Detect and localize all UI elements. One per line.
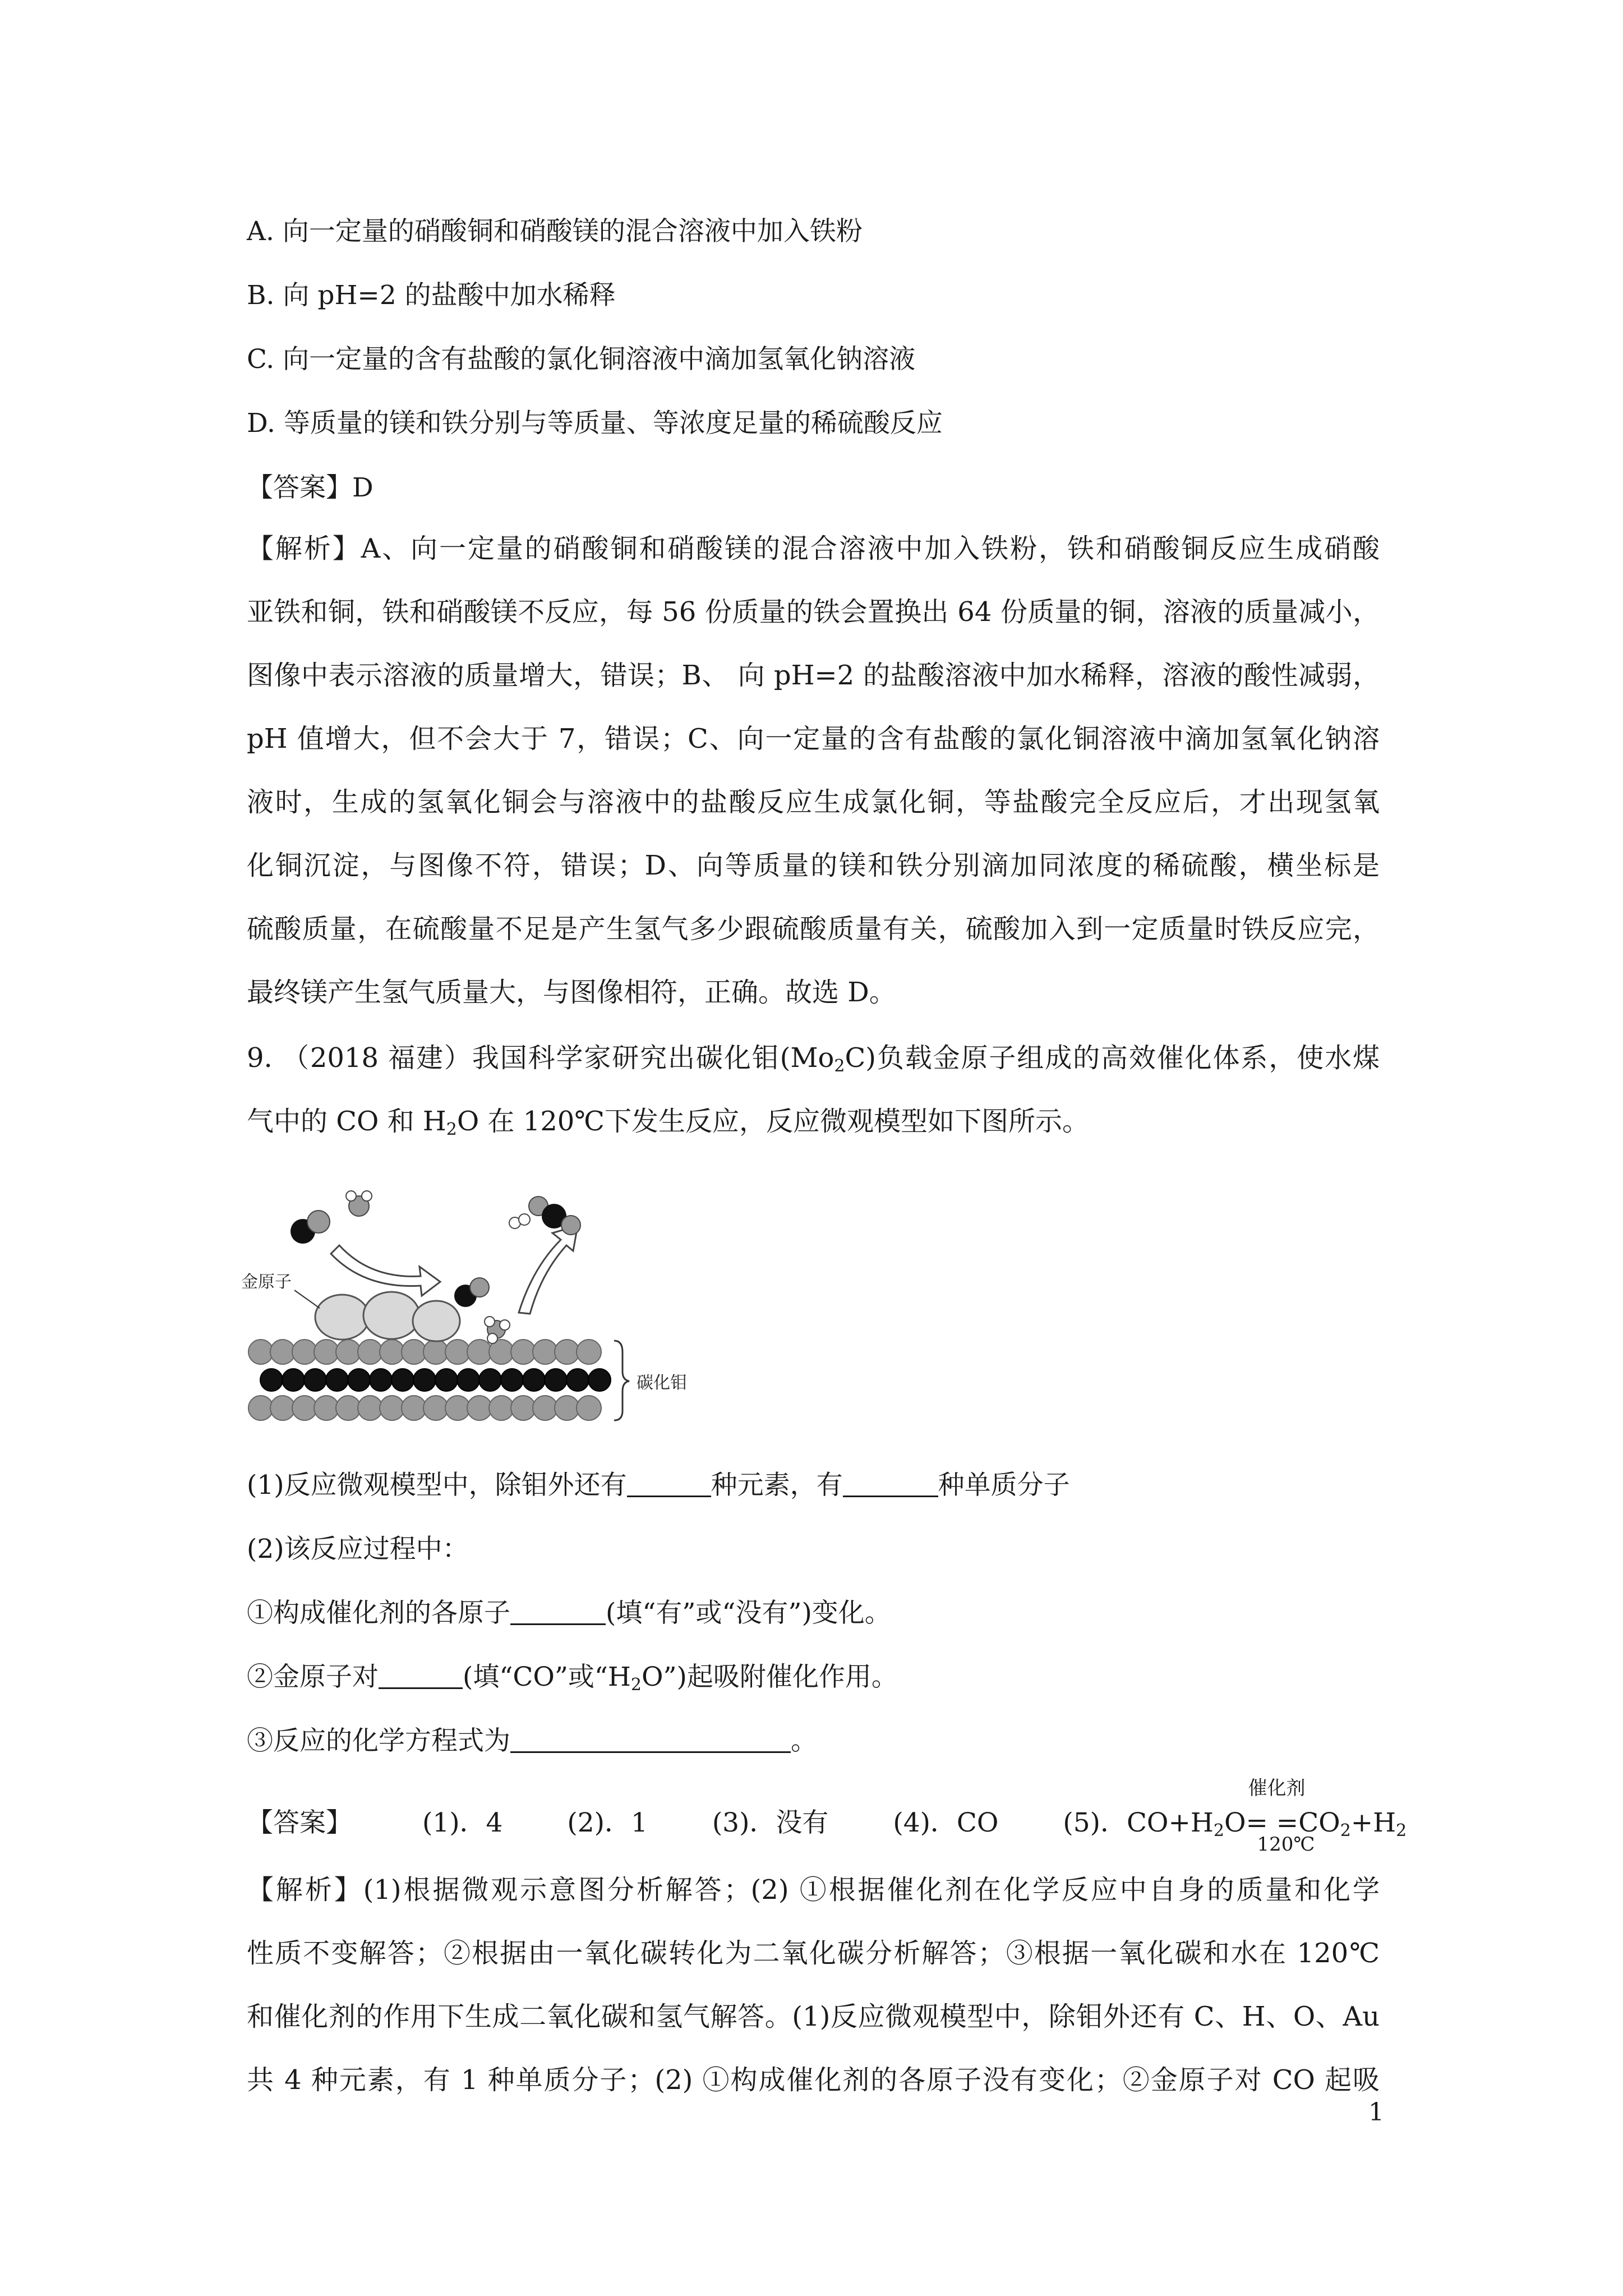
carbon-atom <box>523 1369 545 1391</box>
carbon-atom <box>545 1369 567 1391</box>
answer-blank[interactable] <box>379 1663 463 1689</box>
molybdenum-atom <box>577 1396 601 1420</box>
q9-sub2-2: ②金原子对 (填“CO”或“$H_2O$”)起吸附催化作用。 <box>247 1662 898 1695</box>
q9-stem-line: 9. （2018 福建）我国科学家研究出碳化钼$(Mo_2C)$负载金原子组成的高效催化体系，使水煤 <box>247 1042 1380 1076</box>
carbon-atom <box>348 1369 370 1391</box>
q8-analysis-line: 最终镁产生氢气质量大，与图像相符，正确。故选 D。 <box>247 977 896 1008</box>
q9-analysis-line: 性质不变解答；②根据由一氧化碳转化为二氧化碳分析解答；③根据一氧化碳和水在 120℃ <box>247 1938 1380 1969</box>
molybdenum-atom <box>336 1396 361 1420</box>
molybdenum-atom <box>248 1396 273 1420</box>
molybdenum-atom <box>248 1340 273 1364</box>
carbon-atom <box>282 1369 305 1391</box>
q9-analysis <box>247 1858 1380 2112</box>
molybdenum-atom <box>423 1340 448 1364</box>
molybdenum-atom <box>577 1340 601 1364</box>
q9-analysis-line: 共 4 种元素，有 1 种单质分子；(2) ①构成催化剂的各原子没有变化；②金原子对 CO 起吸 <box>247 2064 1380 2096</box>
option-c: C. 向一定量的含有盐酸的氯化铜溶液中滴加氢氧化钠溶液 <box>247 344 916 375</box>
molybdenum-atom <box>423 1396 448 1420</box>
q8-analysis-line: pH 值增大，但不会大于 7，错误；C、向一定量的含有盐酸的氯化铜溶液中滴加氢氧化钠溶 <box>247 723 1380 754</box>
chemical-equation: $CO+H_2O$ 催化剂 = = 120℃ $CO_2+H_2$ <box>1127 1807 1407 1838</box>
molybdenum-atom <box>380 1396 404 1420</box>
carbon-atom <box>501 1369 523 1391</box>
carbon-atom <box>260 1369 283 1391</box>
reaction-micro-model-figure <box>241 1161 802 1442</box>
molybdenum-atom <box>445 1396 470 1420</box>
molybdenum-atom <box>270 1340 295 1364</box>
carbon-atom <box>479 1369 501 1391</box>
carbon-atom <box>566 1369 589 1391</box>
carbon-atom <box>370 1369 392 1391</box>
molybdenum-atom <box>336 1340 361 1364</box>
q8-analysis-line: 化铜沉淀，与图像不符，错误；D、向等质量的镁和铁分别滴加同浓度的稀硫酸，横坐标是 <box>247 850 1380 881</box>
q8-answer: 【答案】D <box>247 472 374 503</box>
answer-blank[interactable] <box>510 1599 606 1625</box>
molybdenum-atom <box>555 1396 579 1420</box>
page-number: 1 <box>1368 2098 1384 2127</box>
molybdenum-atom <box>489 1396 514 1420</box>
q8-analysis-line: 图像中表示溶液的质量增大，错误；B、 向 pH=2 的盐酸溶液中加水稀释，溶液的酸性减弱， <box>247 660 1380 691</box>
molybdenum-atom <box>467 1340 492 1364</box>
molybdenum-carbide-label: 碳化钼 <box>637 1373 687 1393</box>
answer-item: (1)．4 <box>422 1807 503 1838</box>
carbon-atom <box>435 1369 458 1391</box>
molybdenum-atom <box>511 1340 536 1364</box>
molybdenum-atom <box>314 1340 339 1364</box>
option-d: D. 等质量的镁和铁分别与等质量、等浓度足量的稀硫酸反应 <box>247 408 943 439</box>
answer-label: 【答案】 <box>247 1807 352 1838</box>
option-b: B. 向 pH=2 的盐酸中加水稀释 <box>247 280 616 311</box>
q9-sub2: (2)该反应过程中： <box>247 1534 469 1565</box>
carbon-atom <box>304 1369 326 1391</box>
answer-blank[interactable] <box>510 1727 791 1753</box>
q8-analysis-line: 亚铁和铜，铁和硝酸镁不反应，每 56 份质量的铁会置换出 64 份质量的铜，溶液的质量减小， <box>247 596 1380 628</box>
carbon-atom <box>326 1369 348 1391</box>
molybdenum-atom <box>402 1396 426 1420</box>
q9-stem <box>247 1027 1380 1153</box>
q9-analysis-line: 和催化剂的作用下生成二氧化碳和氢气解答。(1)反应微观模型中，除钼外还有 C、H、O、Au <box>247 2001 1380 2032</box>
molybdenum-atom <box>358 1396 382 1420</box>
molybdenum-atom <box>445 1340 470 1364</box>
molybdenum-atom <box>270 1396 295 1420</box>
molybdenum-atom <box>292 1396 317 1420</box>
answer-item: (3)．没有 <box>712 1807 829 1838</box>
molybdenum-atom <box>511 1396 536 1420</box>
equation-condition: 120℃ <box>1257 1833 1315 1856</box>
q8-analysis-line: 硫酸质量，在硫酸量不足是产生氢气多少跟硫酸质量有关，硫酸加入到一定质量时铁反应完， <box>247 913 1380 945</box>
q9-sub2-3: ③反应的化学方程式为 。 <box>247 1726 817 1756</box>
molybdenum-atom <box>467 1396 492 1420</box>
q9-sub2-1: ①构成催化剂的各原子 (填“有”或“没有”)变化。 <box>247 1598 891 1628</box>
carbon-atom <box>391 1369 414 1391</box>
option-a: A. 向一定量的硝酸铜和硝酸镁的混合溶液中加入铁粉 <box>247 216 863 247</box>
molybdenum-atom <box>533 1340 557 1364</box>
carbon-atom <box>588 1369 611 1391</box>
q8-analysis-line: 液时，生成的氢氧化铜会与溶液中的盐酸反应生成氯化铜，等盐酸完全反应后，才出现氢氧 <box>247 786 1380 818</box>
molybdenum-atom <box>314 1396 339 1420</box>
q9-answer <box>247 1777 1407 1856</box>
q9-analysis-line: 【解析】(1)根据微观示意图分析解答；(2) ①根据催化剂在化学反应中自身的质量和化学 <box>247 1874 1380 1906</box>
answer-item: (2)．1 <box>567 1807 648 1838</box>
q8-analysis-line: 【解析】A、向一定量的硝酸铜和硝酸镁的混合溶液中加入铁粉，铁和硝酸铜反应生成硝酸 <box>247 533 1380 564</box>
answer-item: (5)． <box>1063 1807 1127 1838</box>
q9-stem-line: 气中的 CO 和 $H_2O$ 在 120℃下发生反应，反应微观模型如下图所示。 <box>247 1106 1089 1139</box>
molybdenum-atom <box>380 1340 404 1364</box>
carbon-atom <box>413 1369 436 1391</box>
molybdenum-atom <box>292 1340 317 1364</box>
carbon-atom <box>457 1369 479 1391</box>
q9-sub1: (1)反应微观模型中，除钼外还有 种元素，有 种单质分子 <box>247 1470 1070 1501</box>
q8-analysis <box>247 517 1380 1024</box>
equation-catalyst: 催化剂 <box>1248 1777 1306 1800</box>
molybdenum-atom <box>533 1396 557 1420</box>
molybdenum-atom <box>402 1340 426 1364</box>
answer-item: (4)．CO <box>893 1807 999 1838</box>
answer-blank[interactable] <box>843 1471 938 1497</box>
molybdenum-carbide-lattice <box>248 1340 611 1420</box>
answer-blank[interactable] <box>627 1471 711 1497</box>
molybdenum-atom <box>358 1340 382 1364</box>
molybdenum-atom <box>555 1340 579 1364</box>
gold-atom-label: 金原子 <box>241 1272 292 1292</box>
